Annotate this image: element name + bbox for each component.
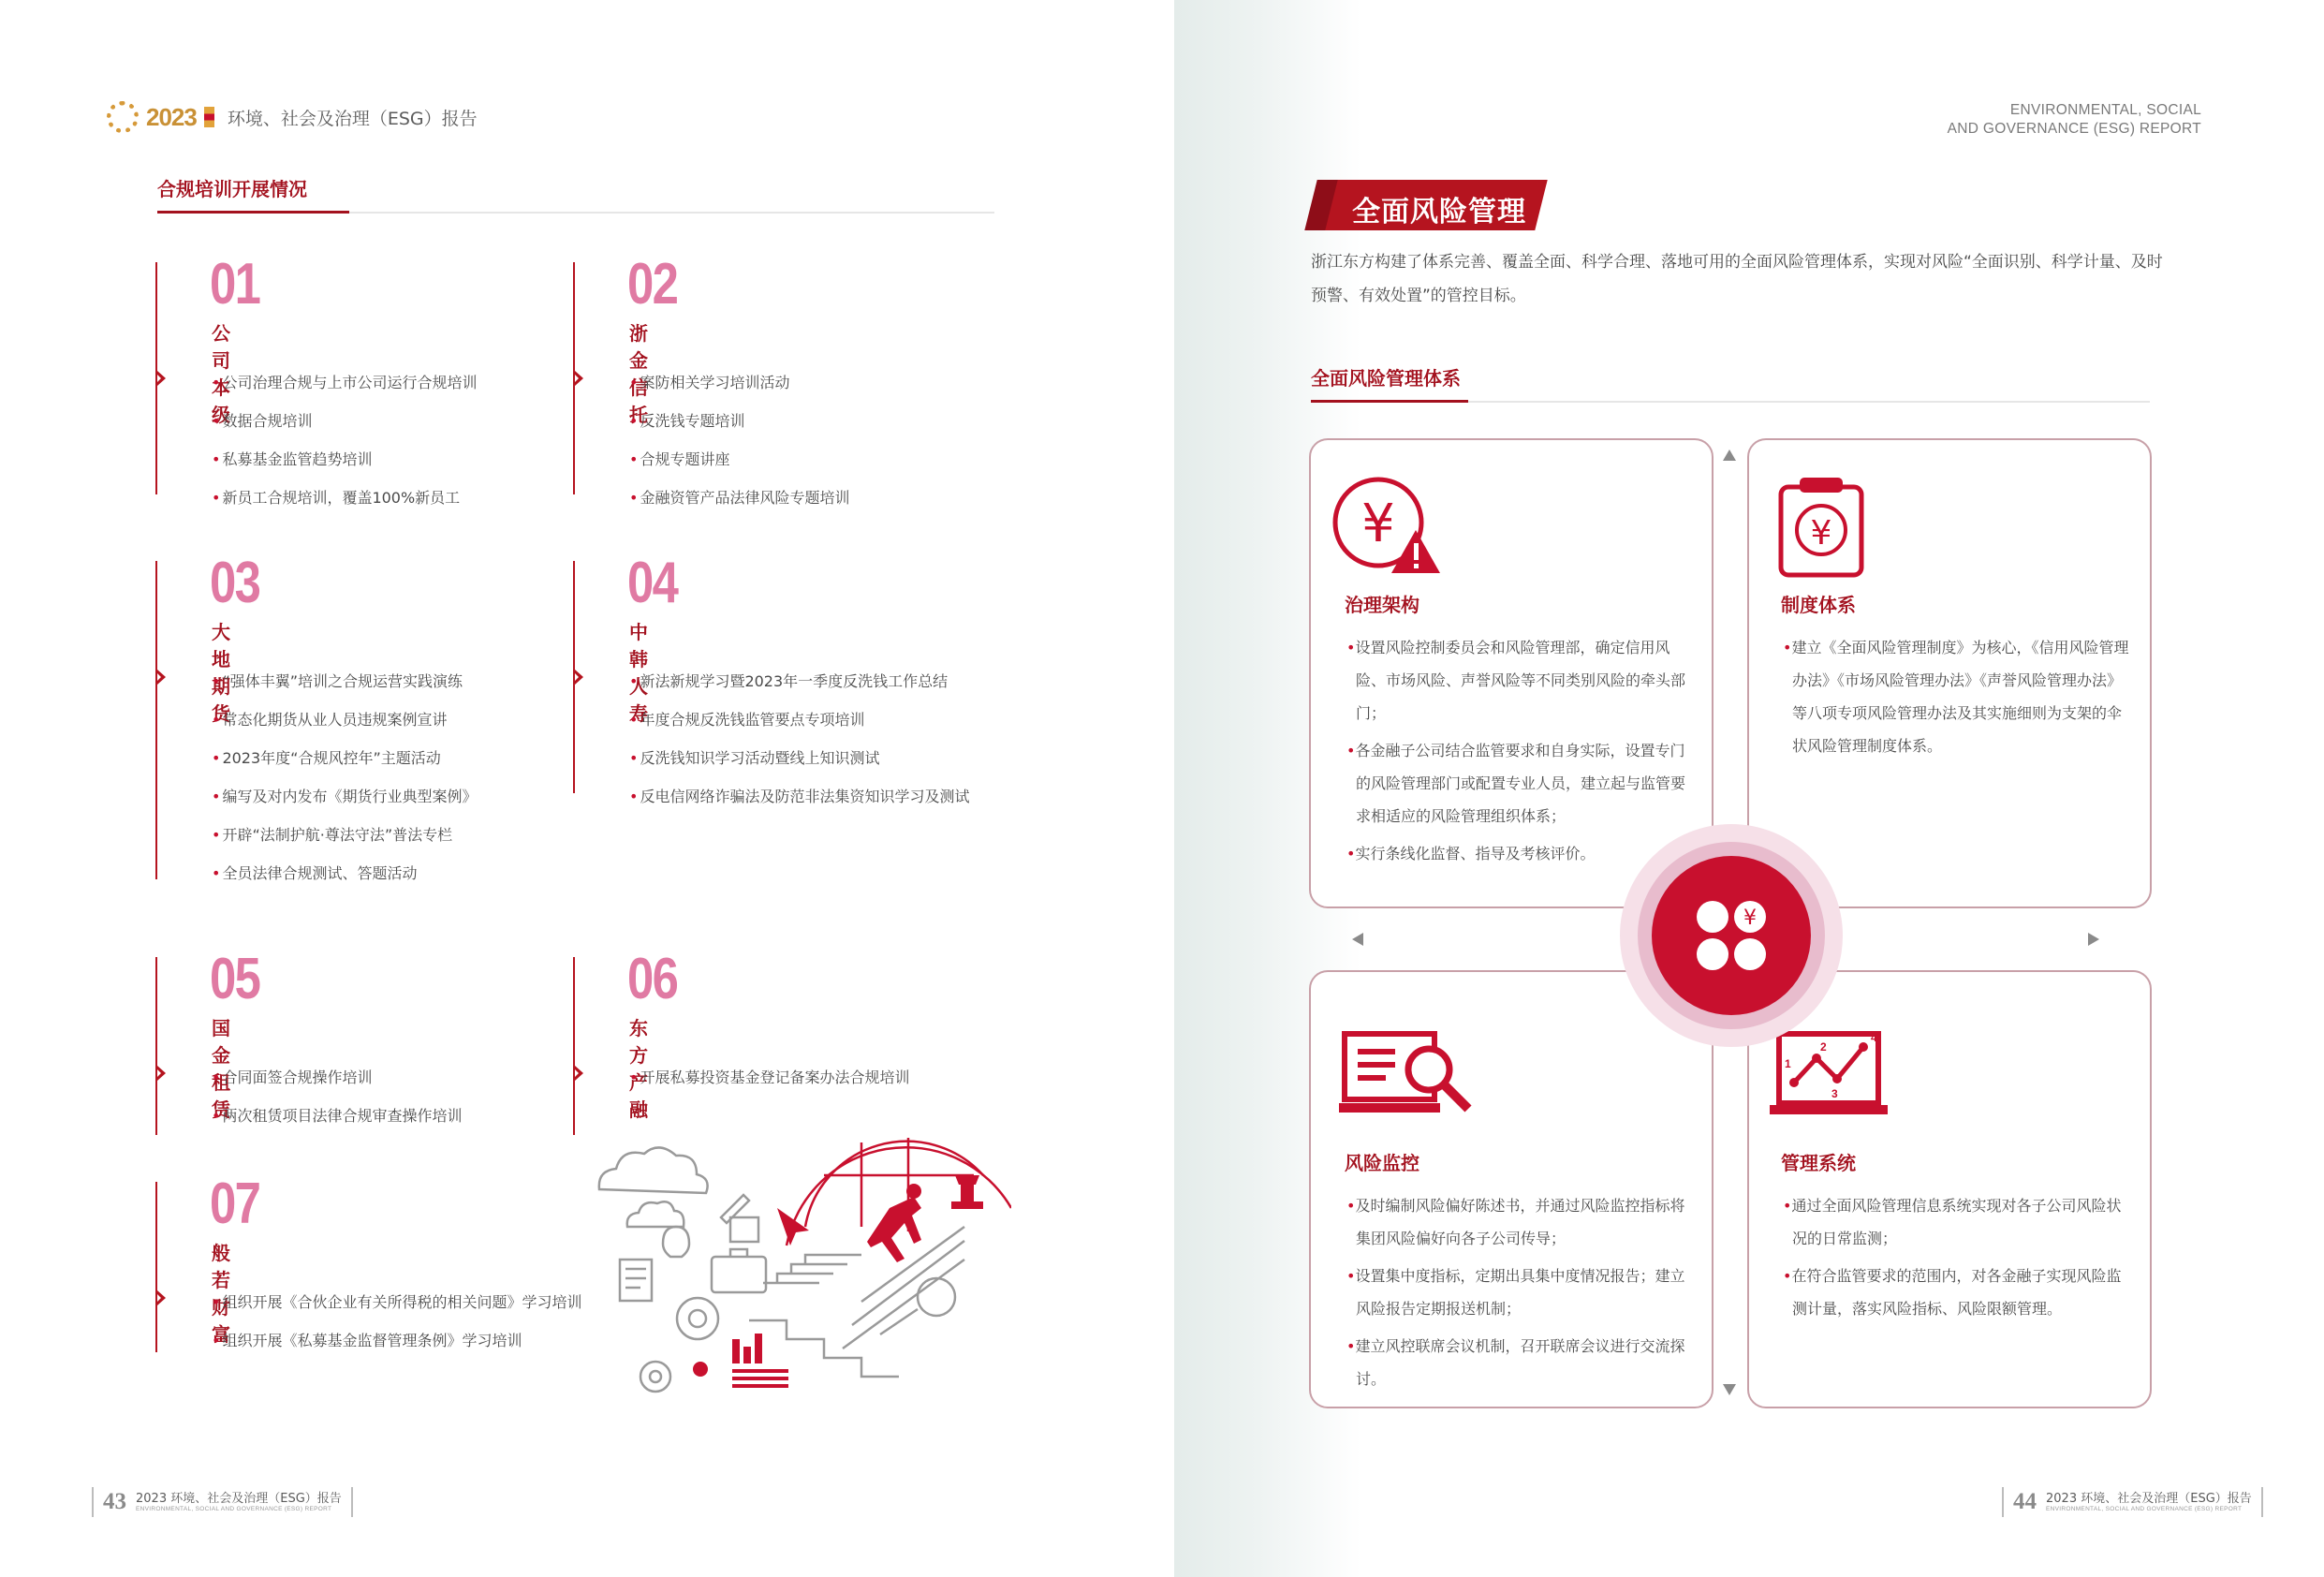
card-title: 风险监控 (1345, 1152, 1419, 1174)
block-name: 浙金信托 (629, 322, 648, 426)
risk-management-banner (1311, 180, 1545, 230)
flag-icon (204, 107, 214, 127)
block-name: 公司本级 (212, 322, 230, 426)
gear-icon (640, 1362, 670, 1392)
briefcase-icon (712, 1257, 766, 1292)
chevron-right-icon (575, 1066, 583, 1081)
list-item: • 反洗钱专题培训 (629, 402, 1022, 440)
list-item: • 开展私募投资基金登记备案办法合规培训 (629, 1058, 1022, 1097)
header-year: 2023 (146, 102, 197, 131)
page-number: 44 (2013, 1489, 2037, 1514)
list-item: • 及时编制风险偏好陈述书，并通过风险监控指标将集团风险偏好向各子公司传导； (1346, 1189, 1699, 1255)
header-title: 环境、社会及治理（ESG）报告 (227, 108, 478, 129)
header-en-line1: ENVIRONMENTAL, SOCIAL (2009, 102, 2201, 118)
block-name: 大地期货 (212, 621, 230, 725)
laptop-chart-icon (1770, 1030, 1891, 1124)
running-man-icon (867, 1197, 921, 1262)
list-item: • 在符合监管要求的范围内，对各金融子实现风险监测计量，落实风险指标、风险限额管理。 (1783, 1260, 2131, 1325)
footer-title: 环境、社会及治理（ESG）报告 (170, 1492, 342, 1506)
svg-text:¥: ¥ (1361, 494, 1395, 554)
arrow-up-icon (1723, 450, 1736, 461)
footer-en: ENVIRONMENTAL, SOCIAL AND GOVERNANCE (ESG) REPORT (2046, 1506, 2243, 1512)
list-item: • 案防相关学习培训活动 (629, 363, 1022, 402)
list-item: • 通过全面风险管理信息系统实现对各子公司风险状况的日常监测； (1783, 1189, 2131, 1255)
list-item: • 开辟“法制护航·尊法守法”普法专栏 (212, 816, 605, 854)
section-title-risk-system: 全面风险管理体系 (1311, 367, 1461, 390)
list-item: • 私募基金监管趋势培训 (212, 440, 605, 479)
block-number: 07 (210, 1172, 260, 1236)
block-name: 般若财富 (212, 1242, 230, 1346)
block-list (629, 1058, 1022, 1097)
block-list (629, 662, 1022, 816)
chevron-right-icon (157, 371, 166, 386)
block-number: 06 (627, 947, 678, 1011)
list-item: • 全员法律合规测试、答题活动 (212, 854, 605, 892)
rocket-icon (721, 1195, 749, 1223)
cloud-icon (627, 1201, 684, 1227)
svg-text:¥: ¥ (1743, 906, 1757, 930)
list-item: • 组织开展《私募基金监督管理条例》学习培训 (212, 1321, 605, 1360)
block-list (212, 363, 605, 517)
list-item: • 设置风险控制委员会和风险管理部，确定信用风险、市场风险、声誉风险等不同类别风险的牵头部门； (1346, 631, 1699, 730)
page-number: 43 (103, 1489, 126, 1514)
search-icon (918, 1278, 955, 1316)
document-icon (620, 1260, 652, 1301)
list-item: • 建立《全面风险管理制度》为核心，《信用风险管理办法》《市场风险管理办法》《声誉风险管理办法》等八项专项风险管理办法及其实施细则为支架的伞状风险管理制度体系。 (1783, 631, 2131, 762)
lightbulb-icon (663, 1227, 689, 1257)
list-item: • 反洗钱知识学习活动暨线上知识测试 (629, 739, 1022, 777)
card-title: 治理架构 (1345, 594, 1419, 616)
arrow-left-icon (1352, 933, 1363, 946)
card-monitoring (1309, 970, 1714, 1408)
svg-text:4: 4 (1871, 1031, 1877, 1044)
block-name: 国金租赁 (212, 1017, 230, 1121)
block-list (212, 1283, 605, 1360)
card-title: 管理系统 (1781, 1152, 1856, 1174)
company-logo-icon (107, 101, 139, 133)
list-item: • 组织开展《合伙企业有关所得税的相关问题》学习培训 (212, 1283, 605, 1321)
list-item: • 新法新规学习暨2023年一季度反洗钱工作总结 (629, 662, 1022, 700)
list-item: • 合规专题讲座 (629, 440, 1022, 479)
globe-arc (787, 1147, 1011, 1245)
card-title: 制度体系 (1781, 594, 1856, 616)
block-name: 中韩人寿 (629, 621, 648, 725)
block-list (629, 363, 1022, 517)
trophy-icon (951, 1175, 983, 1209)
section-title-training: 合规培训开展情况 (157, 178, 307, 200)
cloud-icon (599, 1147, 708, 1193)
block-list (212, 1058, 605, 1135)
block-number: 05 (210, 947, 260, 1011)
footer-en: ENVIRONMENTAL, SOCIAL AND GOVERNANCE (ESG) REPORT (136, 1506, 332, 1512)
list-item: • 年度合规反洗钱监管要点专项培训 (629, 700, 1022, 739)
section-divider (1311, 401, 2150, 403)
four-circles-yuan-icon (1672, 877, 1790, 995)
list-item: • 2023年度“合规风控年”主题活动 (212, 739, 605, 777)
list-item: • 建立风控联席会议机制，召开联席会议进行交流探讨。 (1346, 1330, 1699, 1395)
list-item: • 金融资管产品法律风险专题培训 (629, 479, 1022, 517)
clipboard-yuan-icon (1775, 476, 1869, 579)
svg-text:2: 2 (1820, 1040, 1827, 1054)
svg-text:1: 1 (1785, 1057, 1791, 1070)
list-item: • 编写及对内发布《期货行业典型案例》 (212, 777, 605, 816)
header-en-line2: AND GOVERNANCE (ESG) REPORT (1947, 121, 2201, 137)
block-number: 04 (627, 551, 678, 615)
block-number: 03 (210, 551, 260, 615)
arrow-down-icon (1723, 1384, 1736, 1395)
list-item: • 新员工合规培训，覆盖100%新员工 (212, 479, 605, 517)
list-item: • 合同面签合规操作培训 (212, 1058, 605, 1097)
yuan-warning-icon (1330, 474, 1451, 577)
card-list (1346, 631, 1699, 875)
card-system (1747, 438, 2152, 908)
chevron-right-icon (157, 1290, 166, 1305)
block-list (212, 662, 605, 892)
block-number: 02 (627, 252, 678, 317)
block-name: 东方产融 (629, 1017, 648, 1121)
banner-title: 全面风险管理 (1352, 196, 1526, 228)
list-item: • 各金融子公司结合监管要求和自身实际，设置专门的风险管理部门或配置专业人员，建立起与监管要求相适应的风险管理组织体系； (1346, 734, 1699, 833)
list-item: • 反电信网络诈骗法及防范非法集资知识学习及测试 (629, 777, 1022, 816)
list-item: • 常态化期货从业人员违规案例宣讲 (212, 700, 605, 739)
gear-icon (693, 1362, 708, 1377)
footer-year: 2023 (2046, 1492, 2078, 1506)
cursor-icon (777, 1208, 809, 1245)
footer-year: 2023 (136, 1492, 168, 1506)
card-list (1783, 631, 2131, 767)
list-item: • 公司治理合规与上市公司运行合规培训 (212, 363, 605, 402)
svg-text:¥: ¥ (1810, 514, 1832, 553)
footer-title: 环境、社会及治理（ESG）报告 (2081, 1492, 2252, 1506)
monitor-search-icon (1339, 1030, 1479, 1124)
chevron-right-icon (575, 670, 583, 685)
training-illustration (581, 1124, 1011, 1395)
header-right (1948, 101, 2201, 139)
intro-paragraph: 浙江东方构建了体系完善、覆盖全面、科学合理、落地可用的全面风险管理体系，实现对风险“全面识别、科学计量、及时预警、有效处置”的管控目标。 (1311, 253, 2163, 305)
chevron-right-icon (575, 371, 583, 386)
chart-icon (730, 1217, 758, 1242)
list-item: • “强体丰翼”培训之合规运营实践演练 (212, 662, 605, 700)
list-item: • 两次租赁项目法律合规审查操作培训 (212, 1097, 605, 1135)
card-list (1783, 1189, 2131, 1330)
list-item: • 设置集中度指标，定期出具集中度情况报告；建立风险报告定期报送机制； (1346, 1260, 1699, 1325)
list-item: • 数据合规培训 (212, 402, 605, 440)
header-left (107, 101, 478, 133)
footer-left (92, 1487, 353, 1517)
list-item: • 实行条线化监督、指导及考核评价。 (1346, 837, 1699, 870)
card-management-system (1747, 970, 2152, 1408)
footer-right (2002, 1487, 2263, 1517)
gear-icon (677, 1298, 718, 1339)
card-list (1346, 1189, 1699, 1400)
block-number: 01 (210, 252, 260, 317)
card-governance (1309, 438, 1714, 908)
arrow-right-icon (2088, 933, 2099, 946)
chevron-right-icon (157, 1066, 166, 1081)
chevron-right-icon (157, 670, 166, 685)
svg-text:3: 3 (1831, 1087, 1838, 1100)
section-divider (157, 212, 994, 214)
